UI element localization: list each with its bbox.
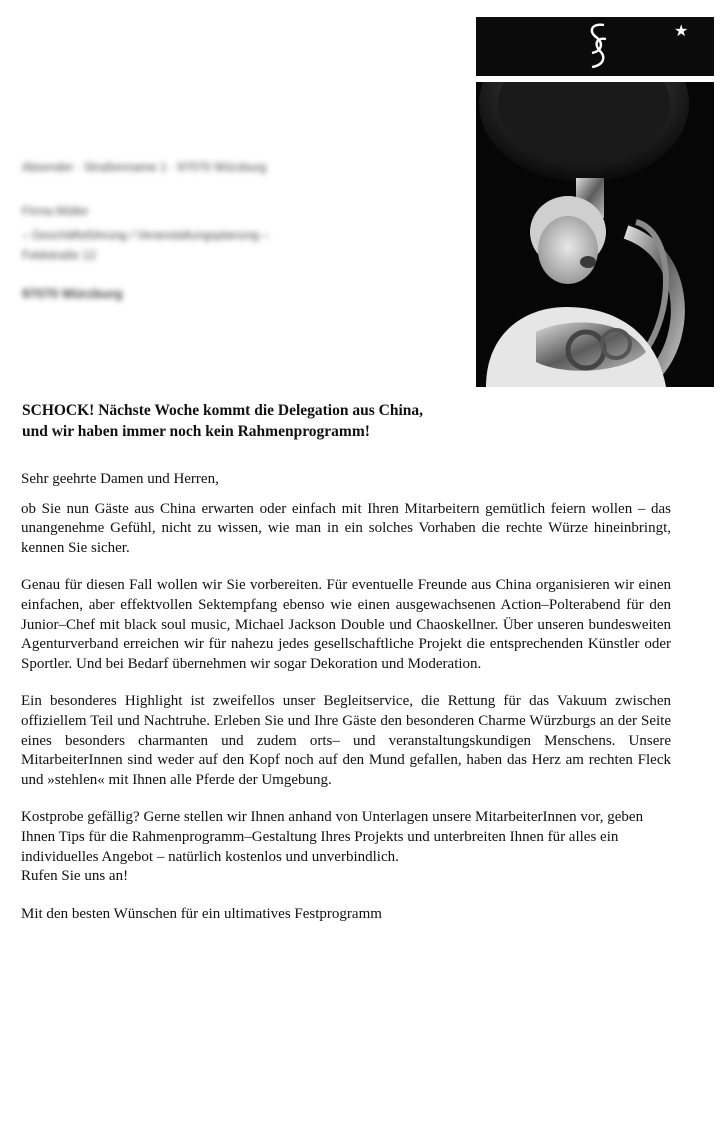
ss-swirl-logo-icon — [584, 21, 612, 71]
logo-band — [476, 17, 714, 76]
salutation: Sehr geehrte Damen und Herren, — [21, 471, 219, 487]
recipient-line: Firma Müller — [22, 204, 89, 218]
paragraph: Ein besonderes Highlight ist zweifellos unser Begleitservice, die Rettung für das Vakuum zwischen offiziellem Teil und Nachtruhe. Erleben Sie und Ihre Gäste den besonderen Charme Würzburgs an der Seite eines besonders charmanten und zudem orts– und veranstaltungskundigen Menschens. Unsere MitarbeiterInnen sind weder auf den Kopf noch auf den Mund gefallen, haben das Herz am rechten Fleck und »stehlen« mit Ihnen alle Pferde der Umgebung. — [21, 693, 671, 788]
letter-body — [21, 470, 671, 924]
paragraph: Genau für diesen Fall wollen wir Sie vorbereiten. Für eventuelle Freunde aus China organisieren wir einen einfachen, aber effektvollen Sektempfang ebenso wie einen ausgewachsenen Action–Polterabend für den Junior–Chef mit black soul music, Michael Jackson Double und Chaoskellner. Über unseren bundesweiten Agenturverband erreichen wir für nahezu jedes gesellschaftliche Projekt die entsprechenden Künstler oder Sportler. Und bei Bedarf übernehmen wir sogar Dekoration und Moderation. — [21, 577, 671, 672]
recipient-city: 97070 Würzburg — [22, 286, 123, 301]
headline — [22, 400, 492, 442]
call-to-action: Rufen Sie uns an! — [21, 868, 129, 885]
headline-line: SCHOCK! Nächste Woche kommt die Delegation aus China, — [22, 402, 424, 419]
sender-line: Absender · Straßenname 1 · 97070 Würzburg — [22, 160, 267, 174]
closing-line: Mit den besten Wünschen für ein ultimatives Festprogramm — [21, 905, 382, 922]
recipient-line: – Geschäftsführung / Veranstaltungsplanung – — [22, 228, 269, 242]
woman-playing-sousaphone-photo — [476, 82, 714, 387]
paragraph: Kostprobe gefällig? Gerne stellen wir Ihnen anhand von Unterlagen unsere MitarbeiterInnen vor, geben Ihnen Tips für die Rahmenprogramm–Gestaltung Ihres Projekts und unterbreiten Ihnen für alles ein individuelles Angebot – natürlich kostenlos und unverbindlich. — [21, 809, 644, 865]
star-icon: ★ — [674, 23, 689, 40]
paragraph: ob Sie nun Gäste aus China erwarten oder einfach mit Ihren Mitarbeitern gemütlich feiern wollen – das unangenehme Gefühl, nicht zu wissen, wie man in ein solches Vorhaben die rechte Würze hineinbringt, kennen Sie sicher. — [21, 500, 671, 556]
recipient-line: Feldstraße 12 — [22, 248, 97, 262]
headline-line: und wir haben immer noch kein Rahmenprogramm! — [22, 423, 370, 440]
